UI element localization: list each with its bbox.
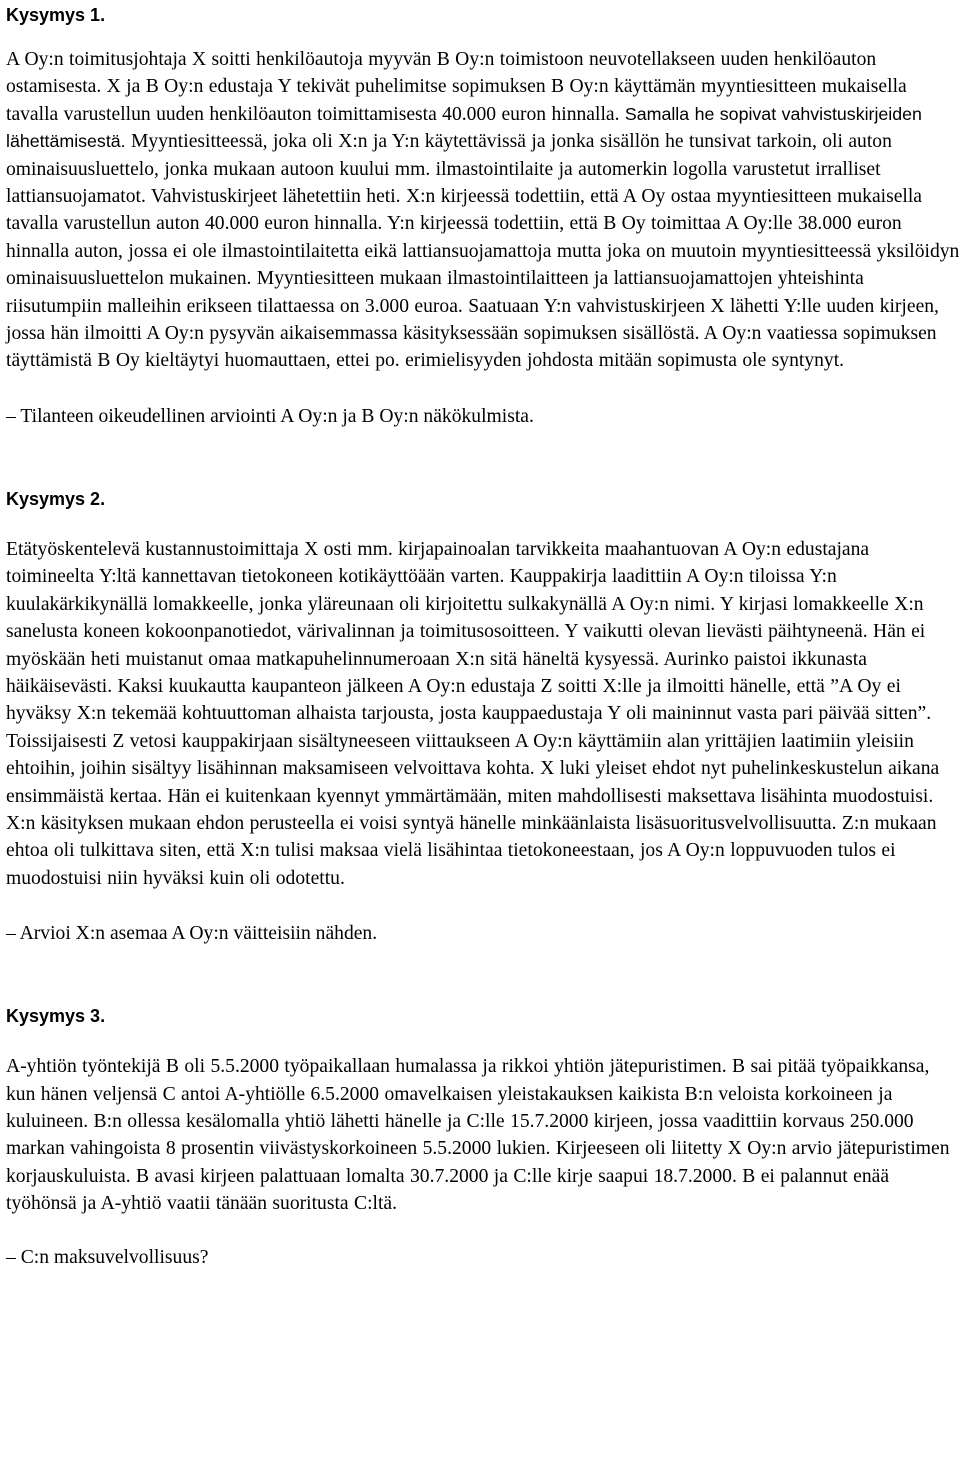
- question-3-paragraph: A-yhtiön työntekijä B oli 5.5.2000 työpaikallaan humalassa ja rikkoi yhtiön jätepuristimen. B sai pitää työpaikkansa, kun hänen veljensä C antoi A-yhtiölle 6.5.2000 omavelkaisen yleistakauksen kaikista B:n veloista korkoineen ja kuluineen. B:n ollessa kesälomalla yhtiö lähetti hänelle ja C:lle 15.7.2000 kirjeen, jossa vaadittiin korvaus 250.000 markan vahingoista 8 prosentin viivästyskorkoineen 5.5.2000 lukien. Kirjeeseen oli liitetty X Oy:n arvio jätepuristimen korjauskuluista. B avasi kirjeen palattuaan lomalta 30.7.2000 ja C:lle kirje saapui 18.7.2000. B ei palannut enää työhönsä ja A-yhtiö vaatii tänään suoritusta C:ltä.: [6, 1056, 950, 1215]
- question-3-heading: Kysymys 3.: [6, 1006, 106, 1027]
- question-1-text-b: Samalla he sopivat vahvistuskirjeiden lähettämisestä.: [6, 103, 922, 152]
- question-2-task: – Arvioi X:n asemaa A Oy:n väitteisiin nähden.: [6, 923, 378, 945]
- question-1-paragraph: [6, 46, 960, 375]
- question-3-task: – C:n maksuvelvollisuus?: [6, 1246, 209, 1268]
- question-2-paragraph: Etätyöskentelevä kustannustoimittaja X osti mm. kirjapainoalan tarvikkeita maahantuovan A Oy:n edustajana toimineelta Y:ltä kannettavan tietokoneen kotikäyttöään varten. Kauppakirja laadittiin A Oy:n tiloissa Y:n kuulakärkikynällä lomakkeelle, jonka yläreunaan oli kirjoitettu sulkakynällä A Oy:n nimi. Y kirjasi lomakkeelle X:n sanelusta koneen kokoonpanotiedot, värivalinnan ja toimitusosoitteen. Y vaikutti olevan lievästi päihtyneenä. Hän ei myöskään heti muistanut omaa matkapuhelinnumeroaan X:n sitä häneltä kysyessä. Aurinko paistoi ikkunasta häikäisevästi. Kaksi kuukautta kaupanteon jälkeen A Oy:n edustaja Z soitti X:lle ja ilmoitti hänelle, että ”A Oy ei hyväksy X:n tekemää kohtuuttoman alhaista tarjousta, josta kauppaedustaja Y oli maininnut vasta pari päivää sitten”. Toissijaisesti Z vetosi kauppakirjaan sisältyneeseen viittaukseen A Oy:n käyttämiin alan yrittäjien laatimiin yleisiin ehtoihin, joihin sisältyy lisähinnan maksamiseen velvoittava kohta. X luki yleiset ehdot nyt puhelinkeskustelun aikana ensimmäistä kertaa. Hän ei kuitenkaan kyennyt ymmärtämään, miten mahdollisesti maksettava lisähinta muodostuisi. X:n käsityksen mukaan ehdon perusteella ei voisi syntyä hänelle minkäänlaista lisäsuoritusvelvollisuutta. Z:n mukaan ehtoa oli tulkittava siten, että X:n tulisi maksaa vielä lisähintaa tietokoneestaan, jos A Oy:n loppuvuoden tulos ei muodostuisi niin hyväksi kuin oli odotettu.: [6, 538, 940, 889]
- question-1-heading: Kysymys 1.: [6, 5, 106, 25]
- question-2-heading: Kysymys 2.: [6, 488, 106, 509]
- question-1: [6, 0, 960, 430]
- question-3: [6, 1003, 960, 1270]
- question-2: [6, 486, 960, 947]
- question-1-text-a: A Oy:n toimitusjohtaja X soitti henkilöautoja myyvän B Oy:n toimistoon neuvotellakseen uuden henkilöauton ostamisesta. X ja B Oy:n edustaja Y tekivät puhelimitse sopimuksen B Oy:n käyttämän myyntiesitteen mukaisella tavalla varustellun uuden henkilöauton toimittamisesta 40.000 euron hinnalla.: [6, 49, 907, 125]
- question-1-task: – Tilanteen oikeudellinen arviointi A Oy:n ja B Oy:n näkökulmista.: [6, 405, 534, 427]
- question-1-text-c: Myyntiesitteessä, joka oli X:n ja Y:n käytettävissä ja jonka sisällön he tunsivat tarkoin, oli auton ominaisuusluettelo, jonka mukaan autoon kuului mm. ilmastointilaite ja automerkin logolla varustetut irralliset lattiansuojamatot. Vahvistuskirjeet lähetettiin heti. X:n kirjeessä todettiin, että A Oy ostaa myyntiesitteen mukaisella tavalla varustellun auton 40.000 euron hinnalla. Y:n kirjeessä todettiin, että B Oy toimittaa A Oy:lle 38.000 euron hinnalla auton, jossa ei ole ilmastointilaitetta eikä lattiansuojamattoja mutta joka on muutoin myyntiesitteessä yksilöidyn ominaisuusluettelon mukainen. Myyntiesitteen mukaan ilmastointilaitteen ja lattiansuojamattojen yhteishinta riisutumpiin malleihin erikseen tilattaessa on 3.000 euroa. Saatuaan Y:n vahvistuskirjeen X lähetti Y:lle uuden kirjeen, jossa hän ilmoitti A Oy:n pysyvän aikaisemmassa käsityksessään sopimuksen sisällöstä. A Oy:n vaatiessa sopimuksen täyttämistä B Oy kieltäytyi huomauttaen, ettei po. erimielisyyden johdosta mitään sopimusta ole syntynyt.: [6, 131, 960, 372]
